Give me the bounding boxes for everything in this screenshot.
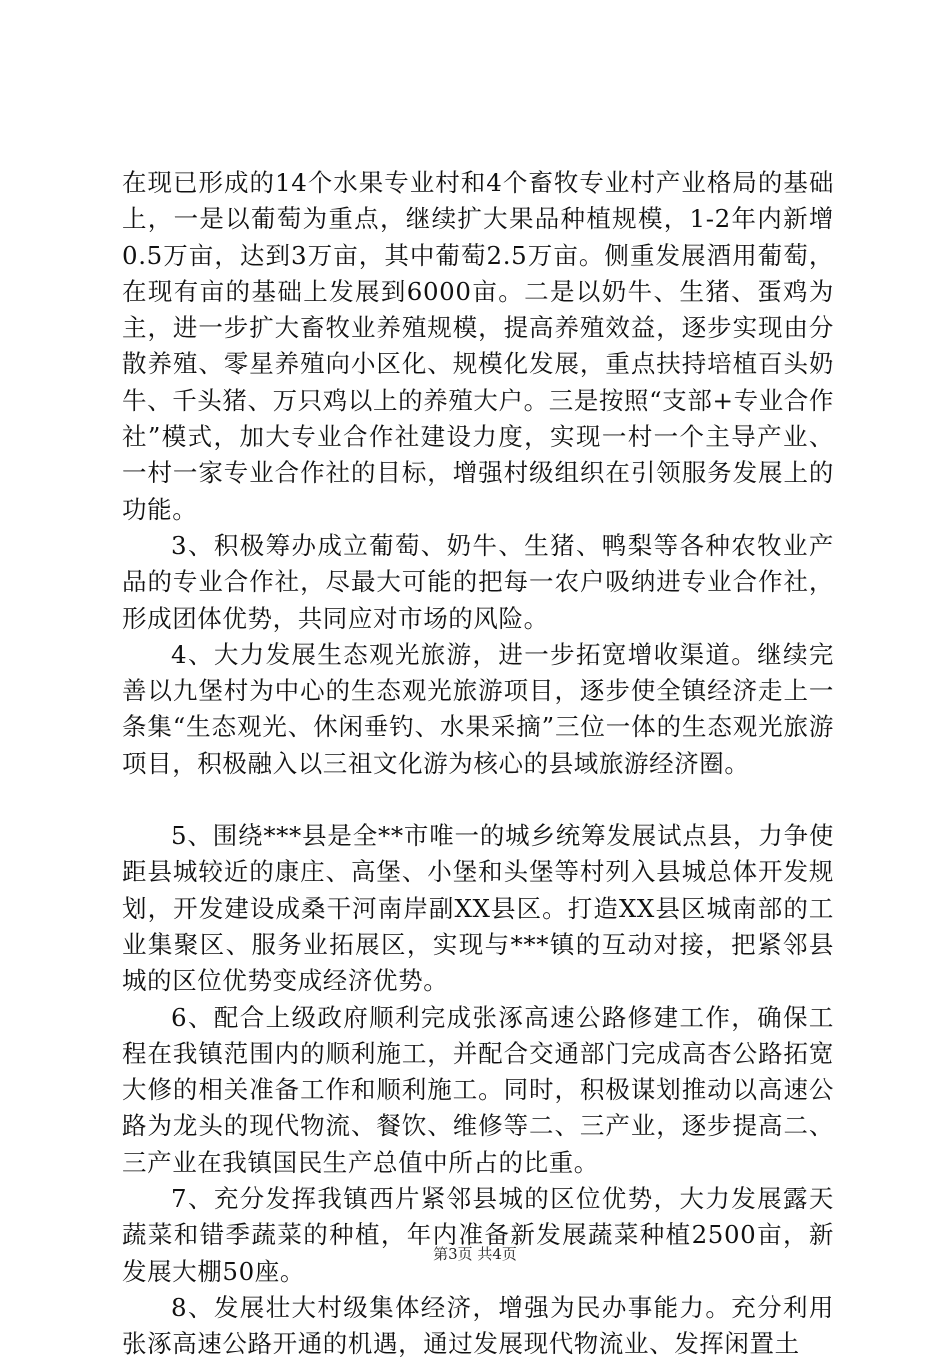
paragraph-item-4: 4、大力发展生态观光旅游，进一步拓宽增收渠道。继续完善以九堡村为中心的生态观光旅游项目，逐步使全镇经济走上一条集“生态观光、休闲垂钓、水果采摘”三位一体的生态观光旅游项目，积极融入以三祖文化游为核心的县域旅游经济圈。 (122, 639, 834, 778)
paragraph-item-3: 3、积极筹办成立葡萄、奶牛、生猪、鸭梨等各种农牧业产品的专业合作社，尽最大可能的把每一农户吸纳进专业合作社，形成团体优势，共同应对市场的风险。 (122, 530, 834, 633)
paragraph-item-5: 5、围绕***县是全**市唯一的城乡统筹发展试点县，力争使距县城较近的康庄、高堡、小堡和头堡等村列入县城总体开发规划，开发建设成桑干河南岸副XX县区。打造XX县区城南部的工业集聚区、服务业拓展区，实现与***镇的互动对接，把紧邻县城的区位优势变成经济优势。 (122, 821, 834, 996)
page-number-footer: 第3页 共4页 (433, 1245, 517, 1263)
paragraph-item-6: 6、配合上级政府顺利完成张涿高速公路修建工作，确保工程在我镇范围内的顺利施工，并配合交通部门完成高杏公路拓宽大修的相关准备工作和顺利施工。同时，积极谋划推动以高速公路为龙头的现代物流、餐饮、维修等二、三产业，逐步提高二、三产业在我镇国民生产总值中所占的比重。 (122, 1002, 834, 1177)
document-body (122, 165, 834, 1363)
paragraph-item-8: 8、发展壮大村级集体经济，增强为民办事能力。充分利用张涿高速公路开通的机遇，通过发展现代物流业、发挥闲置土 (122, 1292, 834, 1359)
paragraph-industry-layout: 在现已形成的14个水果专业村和4个畜牧专业村产业格局的基础上，一是以葡萄为重点，继续扩大果品种植规模，1-2年内新增0.5万亩，达到3万亩，其中葡萄2.5万亩。侧重发展酒用葡萄，在现有亩的基础上发展到6000亩。二是以奶牛、生猪、蛋鸡为主，进一步扩大畜牧业养殖规模，提高养殖效益，逐步实现由分散养殖、零星养殖向小区化、规模化发展，重点扶持培植百头奶牛、千头猪、万只鸡以上的养殖大户。三是按照“支部+专业合作社”模式，加大专业合作社建设力度，实现一村一个主导产业、一村一家专业合作社的目标，增强村级组织在引领服务发展上的功能。 (122, 168, 834, 524)
paragraph-item-7: 7、充分发挥我镇西片紧邻县城的区位优势，大力发展露天蔬菜和错季蔬菜的种植，年内准备新发展蔬菜种植2500亩，新发展大棚50座。 (122, 1184, 834, 1286)
